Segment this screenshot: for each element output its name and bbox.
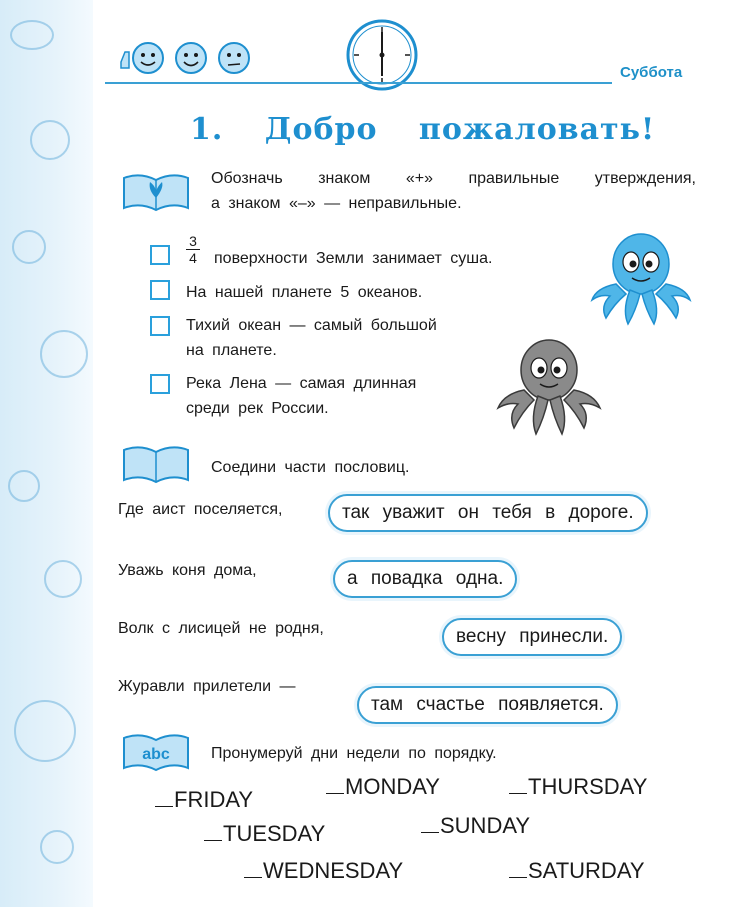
number-blank[interactable] [204,820,222,841]
decorative-strip [0,0,93,907]
day-sunday-label: SUNDAY [440,813,531,838]
day-monday[interactable] [326,773,440,800]
weekday-label: Суббота [620,64,683,81]
smiley-icon [115,38,265,80]
octopus-gray-icon [494,334,604,438]
day-wednesday[interactable] [244,857,403,884]
number-blank[interactable] [509,857,527,878]
statement-checkbox-3[interactable] [150,316,170,336]
title-text: Добро пожаловать! [264,112,656,147]
day-friday[interactable] [155,786,253,813]
octopus-blue-icon [586,228,696,328]
statement-4-line2: среди рек России. [186,400,329,417]
day-thursday-label: THURSDAY [528,774,648,799]
proverb-start-3: Волк с лисицей не родня, [118,620,324,637]
statement-4-line1: Река Лена — самая длинная [186,375,417,392]
task1-instruction [211,166,696,216]
abc-book-icon [120,728,192,776]
task3-instruction: Пронумеруй дни недели по порядку. [211,745,497,762]
book-leaf-icon [120,168,192,216]
task2-instruction: Соедини части пословиц. [211,459,410,476]
proverb-end-cloud-1[interactable]: так уважит он тебя в дороге. [328,494,648,532]
statement-checkbox-4[interactable] [150,374,170,394]
abc-book-label: abc [142,746,170,763]
clock-icon [345,18,419,92]
number-blank[interactable] [244,857,262,878]
fraction-denominator: 4 [186,249,200,266]
day-saturday[interactable] [509,857,645,884]
number-blank[interactable] [155,786,173,807]
day-friday-label: FRIDAY [174,787,254,812]
statement-3 [186,313,437,363]
day-sunday[interactable] [421,812,530,839]
statement-3-line1: Тихий океан — самый большой [186,317,437,334]
fraction-numerator: 3 [189,233,197,249]
fraction [186,233,200,266]
day-tuesday-label: TUESDAY [223,821,326,846]
page-title [190,112,655,147]
title-number: 1. [190,112,224,147]
statement-3-line2: на планете. [186,342,277,359]
number-blank[interactable] [509,773,527,794]
proverb-end-cloud-3[interactable]: весну принесли. [442,618,622,656]
book-icon [120,440,192,486]
proverb-end-cloud-2[interactable]: а повадка одна. [333,560,517,598]
statement-2: На нашей планете 5 океанов. [186,284,423,301]
number-blank[interactable] [326,773,344,794]
statement-checkbox-1[interactable] [150,245,170,265]
statement-checkbox-2[interactable] [150,280,170,300]
statement-4 [186,371,416,421]
task1-instruction-line1: Обозначь знаком «+» правильные утверждения, [211,170,696,187]
day-saturday-label: SATURDAY [528,858,645,883]
day-monday-label: MONDAY [345,774,440,799]
proverb-start-2: Уважь коня дома, [118,562,257,579]
day-tuesday[interactable] [204,820,325,847]
day-thursday[interactable] [509,773,647,800]
proverb-end-cloud-4[interactable]: там счастье появляется. [357,686,618,724]
proverb-start-1: Где аист поселяется, [118,501,283,518]
number-blank[interactable] [421,812,439,833]
proverb-start-4: Журавли прилетели — [118,678,296,695]
header-rule [105,82,612,84]
day-wednesday-label: WEDNESDAY [263,858,404,883]
statement-1: поверхности Земли занимает суша. [214,250,493,267]
task1-instruction-line2: а знаком «–» — неправильные. [211,195,462,212]
